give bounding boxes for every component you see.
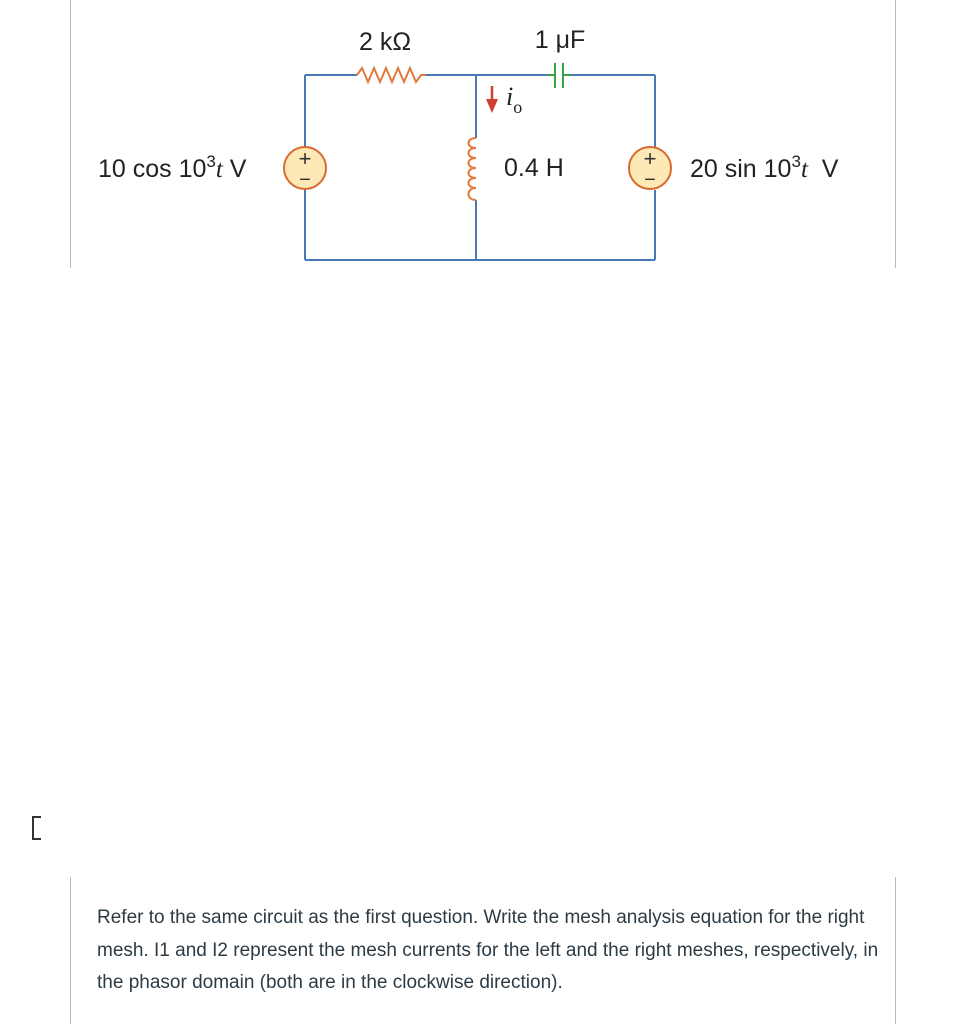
current-arrow: [486, 86, 498, 113]
card-border-right: [895, 877, 896, 1024]
left-source-label: 10 $\cos 10^3t$ V: [98, 152, 247, 183]
capacitor-symbol: [547, 63, 571, 88]
right-source-plus: +: [643, 146, 657, 171]
right-source-label: 20 $\sin 10^3t$ V: [690, 152, 839, 183]
question-card-bottom: [70, 877, 896, 1024]
current-label: $i_o$: [506, 82, 523, 117]
resistor-label: 2 kΩ: [358, 28, 412, 56]
left-source-plus: +: [298, 146, 312, 171]
capacitor-label: 1 μF: [534, 26, 586, 54]
question-text: Refer to the same circuit as the first question. Write the mesh analysis equation for the right mesh. I1 and I2 represent the mesh currents for the left and the right meshes, respectively, in the phasor domain (both are in the clockwise direction).: [97, 907, 879, 993]
left-source-minus: −: [299, 169, 311, 191]
circuit-diagram: [0, 0, 976, 300]
right-source-minus: −: [644, 169, 656, 191]
inductor-symbol: [469, 138, 477, 200]
question-marker: [32, 816, 41, 840]
card-border-left: [70, 877, 71, 1024]
inductor-label: 0.4 H: [504, 154, 564, 182]
right-voltage-source: [629, 146, 671, 191]
resistor-symbol: [357, 68, 426, 82]
wires: [305, 75, 655, 260]
left-voltage-source: [284, 146, 326, 191]
